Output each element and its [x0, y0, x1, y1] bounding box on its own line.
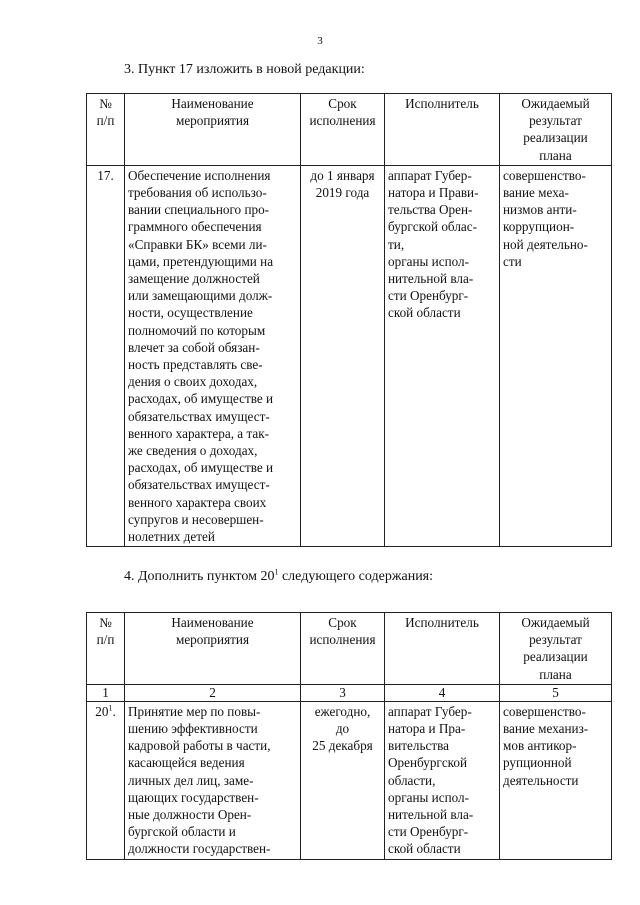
cell-line: Обеспечение исполнения	[128, 167, 271, 183]
cell-line: реализации	[523, 649, 588, 665]
cell-line: коррупцион-	[503, 219, 575, 235]
cell-line: Наименование	[171, 615, 254, 630]
cell-line: цами, претендующими на	[128, 253, 274, 269]
cell-line: органы испол-	[388, 253, 470, 269]
cell-line: Принятие мер по повы-	[128, 703, 261, 719]
cell-line: сти Оренбург-	[388, 824, 469, 840]
row-term	[301, 165, 385, 546]
section-4-heading-tail: следующего содержания:	[278, 569, 434, 584]
column-index: 4	[385, 684, 500, 701]
cell-line: Наименование	[171, 96, 254, 111]
cell-line: мероприятия	[175, 632, 250, 648]
cell-line: совершенство-	[503, 167, 586, 183]
section-4-heading-text: 4. Дополнить пунктом 20	[124, 569, 275, 584]
cell-line: обязательствах имущест-	[128, 477, 270, 493]
cell-line: исполнения	[309, 632, 376, 648]
cell-line: сти	[503, 253, 522, 269]
row-result	[500, 165, 612, 546]
cell-line: тельства Орен-	[388, 202, 473, 218]
cell-line: Ожидаемый	[521, 615, 590, 630]
section-3-heading: 3. Пункт 17 изложить в новой редакции:	[124, 62, 365, 77]
cell-line: замещение должностей	[128, 271, 260, 287]
cell-line: венного характера своих	[128, 494, 267, 510]
cell-line: натора и Пра-	[388, 721, 466, 737]
cell-line: вание меха-	[503, 185, 569, 201]
column-index: 1	[87, 684, 125, 701]
header-num	[87, 613, 125, 685]
cell-line: шению эффективности	[128, 721, 258, 737]
column-index-row	[87, 684, 612, 701]
row-num-sup: 1	[108, 703, 113, 713]
section-4-heading-sup: 1	[274, 567, 279, 577]
section-4-heading	[124, 569, 433, 585]
cell-line: нительной вла-	[388, 807, 474, 823]
cell-line: совершенство-	[503, 703, 586, 719]
cell-line: ность представлять све-	[128, 357, 263, 373]
cell-line: щающих государствен-	[128, 789, 259, 805]
header-result	[500, 613, 612, 685]
cell-line: супругов и несовершен-	[128, 511, 264, 527]
cell-line: венного характера, а так-	[128, 425, 270, 441]
cell-line: расходах, об имуществе и	[128, 460, 274, 476]
header-name	[125, 613, 301, 685]
cell-line: нительной вла-	[388, 271, 474, 287]
table-row	[87, 165, 612, 546]
cell-line: плана	[539, 147, 572, 163]
cell-line: расходах, об имуществе и	[128, 391, 274, 407]
cell-line: мов антикор-	[503, 738, 577, 754]
cell-line: области,	[388, 772, 436, 788]
cell-line: №	[99, 96, 112, 111]
cell-line: кадровой работы в части,	[128, 738, 271, 754]
row-num-suffix: .	[112, 703, 116, 719]
cell-line: Ожидаемый	[521, 96, 590, 111]
cell-line: нолетних детей	[128, 529, 215, 545]
header-name	[125, 94, 301, 166]
row-executor	[385, 165, 500, 546]
header-num	[87, 94, 125, 166]
cell-line: аппарат Губер-	[388, 703, 472, 719]
cell-line: Срок	[328, 615, 357, 630]
cell-line: должности государствен-	[128, 841, 271, 857]
cell-line: Срок	[328, 96, 357, 111]
table-header-row	[87, 94, 612, 166]
cell-line: вительства	[388, 738, 450, 754]
cell-line: ной деятельно-	[503, 236, 588, 252]
row-term	[301, 701, 385, 859]
cell-line: рупционной	[503, 755, 572, 771]
cell-line: ской области	[388, 305, 461, 321]
header-executor	[385, 94, 500, 166]
cell-line: Оренбургской	[388, 755, 468, 771]
cell-line: требования об использо-	[128, 185, 267, 201]
row-name	[125, 701, 301, 859]
cell-line: 25 декабря	[312, 738, 373, 754]
page-number: 3	[317, 35, 323, 47]
header-executor	[385, 613, 500, 685]
cell-line: бургской области и	[128, 824, 236, 840]
cell-line: 2019 года	[315, 185, 370, 201]
cell-line: органы испол-	[388, 789, 470, 805]
table-item-17	[86, 93, 612, 547]
cell-line: же сведения о доходах,	[128, 443, 258, 459]
cell-line: ти,	[388, 236, 405, 252]
header-result	[500, 94, 612, 166]
column-index: 5	[500, 684, 612, 701]
cell-line: ежегодно,	[314, 703, 371, 719]
table-header-row	[87, 613, 612, 685]
row-num: 17.	[87, 165, 125, 546]
cell-line: «Справки БК» всеми ли-	[128, 236, 267, 252]
header-term	[301, 613, 385, 685]
column-index: 2	[125, 684, 301, 701]
cell-line: касающейся ведения	[128, 755, 245, 771]
cell-line: личных дел лиц, заме-	[128, 772, 254, 788]
cell-line: ской области	[388, 841, 461, 857]
cell-line: Исполнитель	[405, 615, 479, 630]
cell-line: деятельности	[503, 772, 579, 788]
column-index: 3	[301, 684, 385, 701]
cell-line: вании специального про-	[128, 202, 270, 218]
cell-line: плана	[539, 666, 572, 682]
table-row	[87, 701, 612, 859]
cell-line: натора и Прави-	[388, 185, 479, 201]
cell-line: ные должности Орен-	[128, 807, 252, 823]
cell-line: п/п	[96, 113, 115, 129]
cell-line: низмов анти-	[503, 202, 577, 218]
cell-line: влечет за собой обязан-	[128, 339, 260, 355]
cell-line: п/п	[96, 632, 115, 648]
cell-line: граммного обеспечения	[128, 219, 262, 235]
cell-line: дения о своих доходах,	[128, 374, 258, 390]
cell-line: исполнения	[309, 113, 376, 129]
cell-line: Исполнитель	[405, 96, 479, 111]
cell-line: ности, осуществление	[128, 305, 253, 321]
row-result	[500, 701, 612, 859]
row-executor	[385, 701, 500, 859]
cell-line: бургской облас-	[388, 219, 477, 235]
header-term	[301, 94, 385, 166]
cell-line: мероприятия	[175, 113, 250, 129]
cell-line: до 1 января	[310, 167, 375, 183]
cell-line: реализации	[523, 130, 588, 146]
cell-line: сти Оренбург-	[388, 288, 469, 304]
row-name	[125, 165, 301, 546]
table-item-20-1	[86, 612, 612, 860]
cell-line: №	[99, 615, 112, 630]
cell-line: вание механиз-	[503, 721, 589, 737]
cell-line: полномочий по которым	[128, 322, 266, 338]
row-num	[87, 701, 125, 859]
cell-line: результат	[529, 632, 582, 648]
row-num-text: 20	[95, 703, 109, 719]
cell-line: результат	[529, 113, 582, 129]
cell-line: или замещающими долж-	[128, 288, 273, 304]
cell-line: обязательствах имущест-	[128, 408, 270, 424]
cell-line: аппарат Губер-	[388, 167, 472, 183]
cell-line: до	[335, 721, 350, 737]
